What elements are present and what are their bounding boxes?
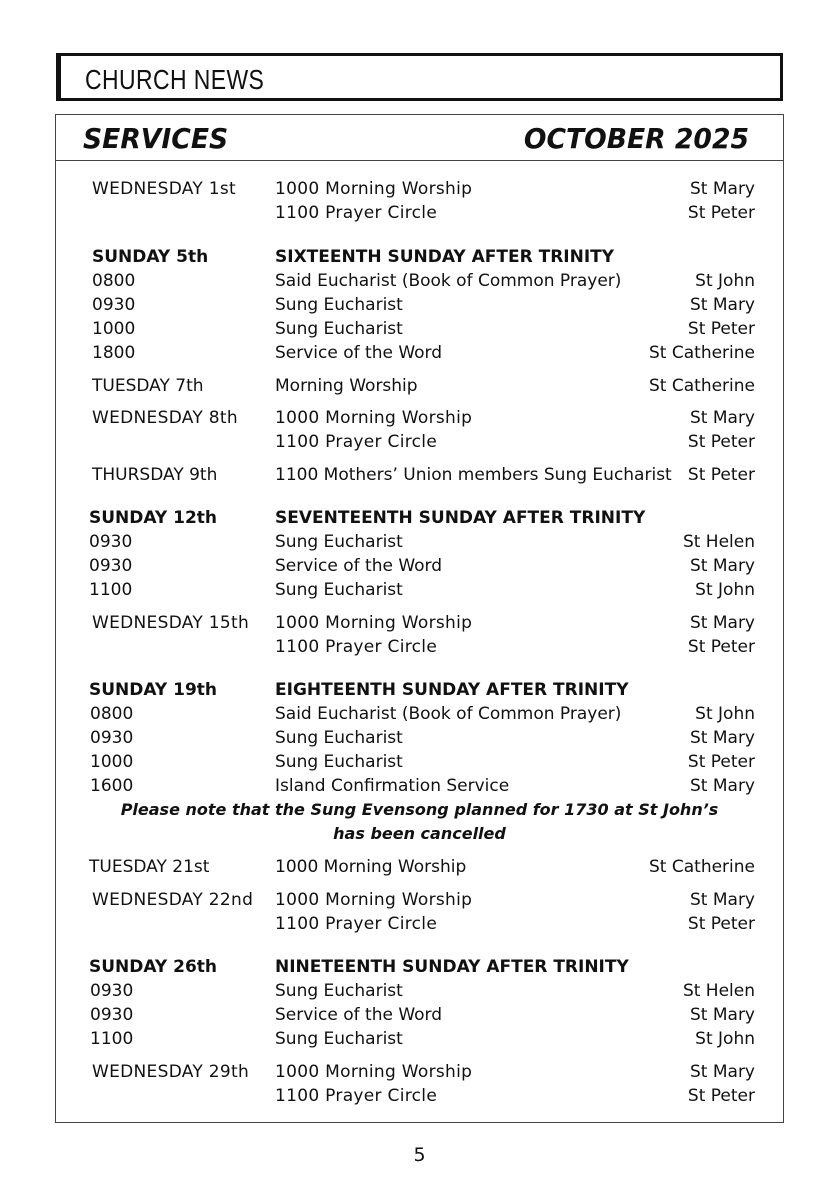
sunday-heading-row: [56, 678, 783, 702]
church-cell: St John: [695, 1029, 755, 1049]
church-cell: St John: [695, 704, 755, 724]
schedule-row: [56, 374, 783, 398]
cancellation-note-line2: has been cancelled: [333, 824, 506, 843]
schedule-row: [56, 611, 783, 635]
schedule-row: [56, 774, 783, 798]
church-cell: St Catherine: [649, 376, 755, 396]
service-cell: Sung Eucharist: [275, 532, 403, 552]
page-number: 5: [413, 1144, 426, 1166]
church-cell: St Mary: [690, 890, 755, 910]
service-cell: Sung Eucharist: [275, 319, 403, 339]
church-cell: St Peter: [687, 319, 755, 339]
day-cell: SUNDAY 26th: [89, 957, 218, 977]
church-cell: St Helen: [682, 532, 755, 552]
schedule-row: [56, 726, 783, 750]
schedule-row: [56, 635, 783, 659]
service-cell: Sung Eucharist: [275, 752, 403, 772]
day-cell: SUNDAY 19th: [89, 680, 218, 700]
services-header: [55, 114, 784, 161]
schedule-row: [56, 1060, 783, 1084]
service-cell: Morning Worship: [275, 376, 418, 396]
time-cell: 1000: [90, 752, 134, 772]
service-cell: Service of the Word: [275, 1005, 443, 1025]
church-cell: St John: [695, 580, 755, 600]
church-cell: St Mary: [690, 728, 755, 748]
church-cell: St Catherine: [649, 857, 755, 877]
service-cell: Said Eucharist (Book of Common Prayer): [275, 704, 622, 724]
sunday-heading-row: [56, 506, 783, 530]
service-cell: Service of the Word: [275, 556, 443, 576]
church-cell: St Helen: [682, 981, 755, 1001]
time-cell: 0930: [92, 295, 136, 315]
service-cell: 1100 Prayer Circle: [275, 203, 438, 223]
day-cell: SUNDAY 12th: [89, 508, 218, 528]
service-cell: 1000 Morning Worship: [275, 1062, 473, 1082]
time-cell: 0800: [90, 704, 134, 724]
church-cell: St Peter: [687, 465, 755, 485]
schedule-row: [56, 430, 783, 454]
time-cell: 0930: [90, 981, 134, 1001]
sunday-title: EIGHTEENTH SUNDAY AFTER TRINITY: [275, 680, 629, 700]
church-cell: St Mary: [690, 556, 755, 576]
time-cell: 0800: [92, 271, 136, 291]
schedule-row: [56, 293, 783, 317]
church-news-banner: [56, 53, 783, 101]
church-cell: St Peter: [687, 637, 755, 657]
schedule-row: [56, 578, 783, 602]
day-cell: SUNDAY 5th: [92, 247, 209, 267]
day-cell: WEDNESDAY 1st: [92, 179, 237, 199]
service-cell: Sung Eucharist: [275, 981, 403, 1001]
church-cell: St Catherine: [649, 343, 755, 363]
day-cell: TUESDAY 7th: [92, 376, 204, 396]
service-cell: 1000 Morning Worship: [275, 179, 473, 199]
services-schedule: [55, 160, 784, 1123]
service-cell: Sung Eucharist: [275, 728, 403, 748]
time-cell: 1600: [90, 776, 134, 796]
service-cell: 1100 Prayer Circle: [275, 1086, 438, 1106]
day-cell: WEDNESDAY 8th: [92, 408, 238, 428]
church-cell: St Peter: [687, 752, 755, 772]
time-cell: 0930: [89, 556, 133, 576]
day-cell: WEDNESDAY 15th: [92, 613, 250, 633]
service-cell: 1000 Morning Worship: [275, 613, 473, 633]
sunday-title: NINETEENTH SUNDAY AFTER TRINITY: [275, 957, 629, 977]
day-cell: WEDNESDAY 22nd: [92, 890, 254, 910]
church-cell: St Mary: [690, 776, 755, 796]
cancellation-note-line1: Please note that the Sung Evensong planned for 1730 at St John’s: [120, 800, 719, 819]
schedule-row: [56, 750, 783, 774]
church-cell: St Mary: [690, 408, 755, 428]
service-cell: 1000 Morning Worship: [275, 857, 467, 877]
service-cell: Sung Eucharist: [275, 580, 403, 600]
time-cell: 0930: [89, 532, 133, 552]
schedule-row: [56, 979, 783, 1003]
day-cell: TUESDAY 21st: [89, 857, 210, 877]
service-cell: 1000 Morning Worship: [275, 890, 473, 910]
day-cell: THURSDAY 9th: [92, 465, 218, 485]
church-cell: St Peter: [687, 432, 755, 452]
time-cell: 0930: [90, 728, 134, 748]
schedule-row: [56, 912, 783, 936]
month-title: OCTOBER 2025: [523, 122, 749, 155]
services-title: SERVICES: [83, 122, 229, 155]
church-cell: St Peter: [687, 203, 755, 223]
church-cell: St Mary: [690, 1062, 755, 1082]
schedule-row: [56, 1084, 783, 1108]
service-cell: 1100 Prayer Circle: [275, 637, 438, 657]
church-cell: St Mary: [690, 295, 755, 315]
schedule-row: [56, 855, 783, 879]
sunday-title: SEVENTEENTH SUNDAY AFTER TRINITY: [275, 508, 646, 528]
time-cell: 1100: [89, 580, 133, 600]
schedule-row: [56, 317, 783, 341]
church-cell: St Mary: [690, 613, 755, 633]
day-cell: WEDNESDAY 29th: [92, 1062, 250, 1082]
schedule-row: [56, 530, 783, 554]
service-cell: Said Eucharist (Book of Common Prayer): [275, 271, 622, 291]
sunday-title: SIXTEENTH SUNDAY AFTER TRINITY: [275, 247, 615, 267]
service-cell: 1100 Prayer Circle: [275, 914, 438, 934]
schedule-row: [56, 341, 783, 365]
schedule-row: [56, 269, 783, 293]
time-cell: 0930: [90, 1005, 134, 1025]
service-cell: 1000 Morning Worship: [275, 408, 473, 428]
time-cell: 1800: [92, 343, 136, 363]
service-cell: Service of the Word: [275, 343, 443, 363]
schedule-row: [56, 1027, 783, 1051]
church-cell: St Mary: [690, 179, 755, 199]
service-cell: 1100 Mothers’ Union members Sung Eucharist: [275, 465, 672, 485]
service-cell: 1100 Prayer Circle: [275, 432, 438, 452]
sunday-heading-row: [56, 955, 783, 979]
church-cell: St Mary: [690, 1005, 755, 1025]
time-cell: 1100: [90, 1029, 134, 1049]
schedule-row: [56, 888, 783, 912]
sunday-heading-row: [56, 245, 783, 269]
schedule-row: [56, 554, 783, 578]
banner-title: CHURCH NEWS: [85, 64, 265, 95]
service-cell: Island Confirmation Service: [275, 776, 510, 796]
schedule-row: [56, 201, 783, 225]
schedule-row: [56, 177, 783, 201]
time-cell: 1000: [92, 319, 136, 339]
schedule-row: [56, 702, 783, 726]
schedule-row: [56, 463, 783, 487]
service-cell: Sung Eucharist: [275, 1029, 403, 1049]
schedule-row: [56, 1003, 783, 1027]
church-cell: St Peter: [687, 1086, 755, 1106]
service-cell: Sung Eucharist: [275, 295, 403, 315]
church-cell: St Peter: [687, 914, 755, 934]
church-cell: St John: [695, 271, 755, 291]
schedule-row: [56, 406, 783, 430]
